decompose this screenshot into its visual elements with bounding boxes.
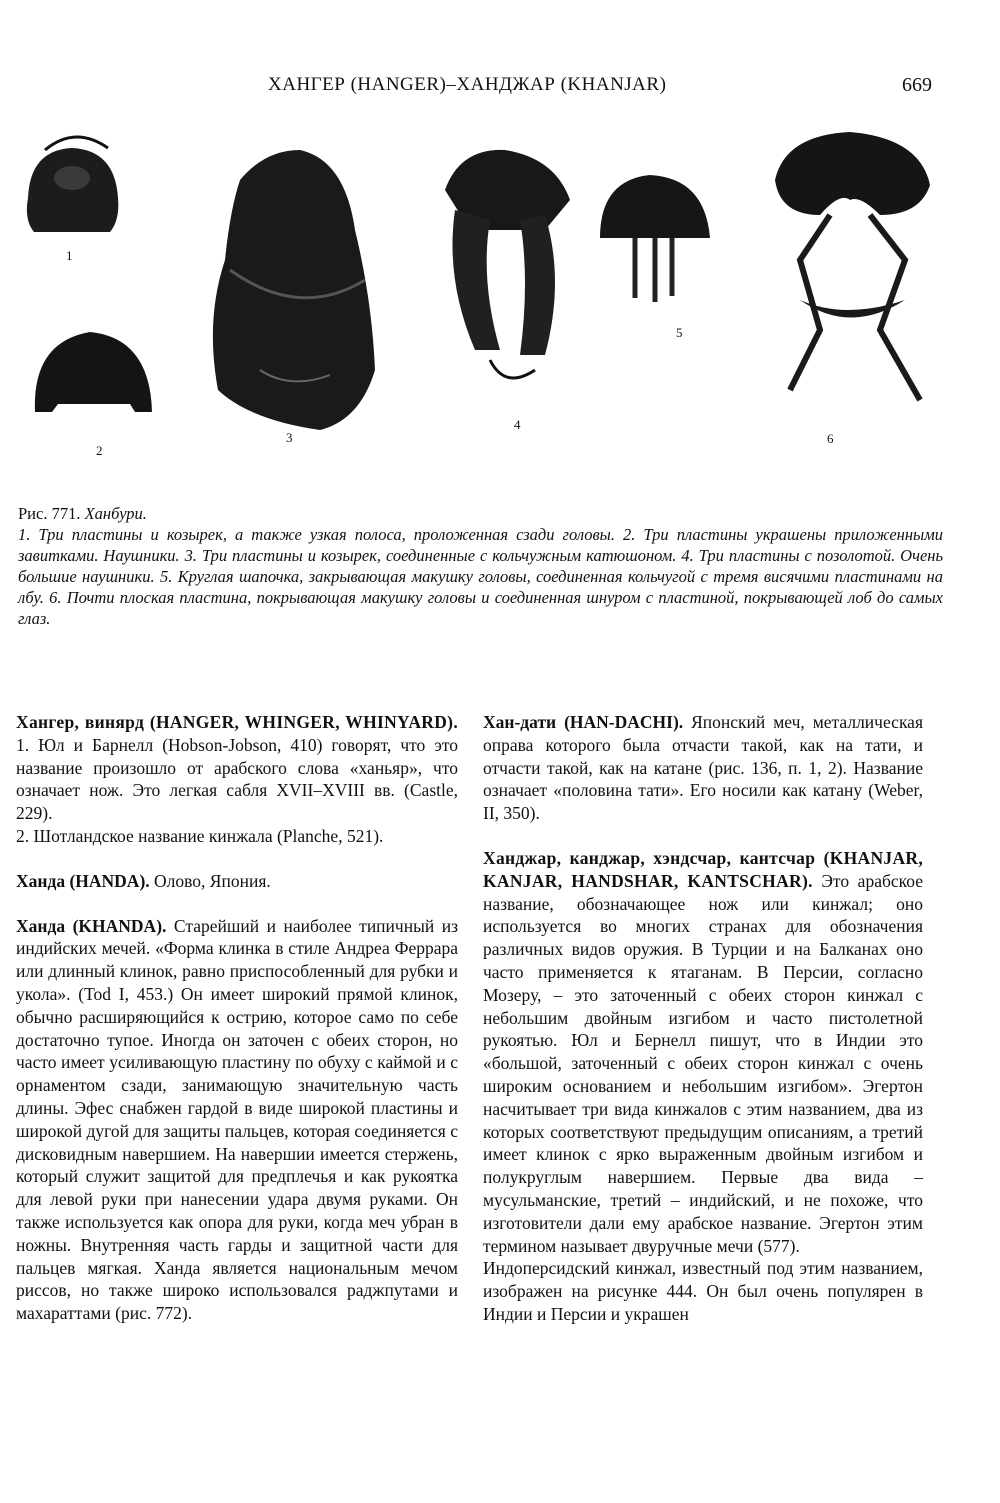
page-number: 669 (902, 74, 932, 96)
entry-hanger (16, 711, 458, 825)
helmet-3-image (213, 150, 375, 430)
helmet-1-image (27, 137, 118, 232)
helmet-6-image (775, 132, 930, 400)
caption-title: Ханбури. (84, 504, 147, 523)
left-column (16, 711, 458, 1325)
entry-term: Ханда (KHANDA). (16, 915, 167, 936)
helmet-5-image (600, 175, 710, 302)
entry-hanger-part2: 2. Шотландское название кинжала (Planche, 521). (16, 825, 384, 846)
entry-handachi (483, 711, 923, 825)
entry-khanjar-part2: Индоперсидский кинжал, известный под этим названием, изображен на рисунке 444. Он был очень популярен в Индии и Персии и украшен (483, 1258, 923, 1324)
figure-label-4: 4 (514, 417, 521, 432)
entry-term: Хангер, винярд (HANGER, WHINGER, WHINYARD). (16, 712, 458, 732)
figure-label-3: 3 (286, 430, 293, 445)
running-title: ХАНГЕР (HANGER)–ХАНДЖАР (KHANJAR) (268, 74, 667, 95)
entry-text: Японский меч, металлическая оправа которого была отчасти такой, как на тати, и отчасти такой, как на катане (рис. 136, п. 1, 2). Название означает «половина тати». Его носили как катану (Weber, II, 350). (483, 712, 923, 824)
entry-text: Старейший и наиболее типичный из индийских мечей. «Форма клинка в стиле Андреа Феррара или длинный клинок, равно приспособленный для рубки и укола». (Tod I, 453.) Он имеет широкий прямой клинок, обычно расширяющийся к острию, которое само по себе достаточно тупое. Иногда он заточен с обеих сторон, но часто имеет усиливающую пластину по обуху с каймой и с орнаментом сзади, занимающую значительную часть длины. Эфес снабжен гардой в виде широкой пластины и широкой дугой для защиты пальцев, которая соединяется с дисковидным навершием. На навершии имеется стержень, который служит защитой для предплечья и как рукоятка для левой руки при нанесении удара двумя руками. Он также используется как опора для руки, когда меч убран в ножны. Внутренняя часть гарды и защитной части для пальцев мягкая. Ханда является национальным мечом риссов, но также широко использовался раджпутами и махараттами (рис. 772). (16, 915, 458, 1324)
caption-prefix: Рис. 771. (18, 504, 85, 523)
entry-text: Олово, Япония. (149, 870, 271, 891)
figure-771 (0, 120, 1000, 500)
page-header (0, 74, 1000, 104)
entry-text: 1. Юл и Барнелл (Hobson-Jobson, 410) говорят, что это название произошло от арабского слова «ханьяр», что означает нож. Это легкая сабля XVII–XVIII вв. (Castle, 229). (16, 734, 458, 824)
entry-khanjar (483, 847, 923, 1257)
entry-term: Хан-дати (HAN-DACHI). (483, 712, 684, 732)
caption-title-line (18, 503, 943, 524)
figure-label-2: 2 (96, 443, 103, 458)
caption-body: 1. Три пластины и козырек, а также узкая полоса, проложенная сзади головы. 2. Три пластины украшены приложенными завитками. Наушники. 3. Три пластины и козырек, соединенные с кольчужным катюшоном. 4. Три пластины с позолотой. Очень большие наушники. 5. Круглая шапочка, закрывающая макушку головы, соединенная кольчугой с тремя висячими пластинами на лбу. 6. Почти плоская пластина, покрывающая макушку головы и соединенная шнуром с пластиной, покрывающей лоб до самых глаз. (18, 525, 943, 628)
figure-caption (18, 503, 943, 629)
entry-term: Ханда (HANDA). (16, 870, 150, 891)
figure-label-5: 5 (676, 325, 683, 340)
entry-term: Ханджар, канджар, хэндсчар, кантсчар (KHANJAR, KANJAR, HANDSHAR, KANTSCHAR). (483, 847, 923, 891)
entry-text: Это арабское название, обозначающее нож или кинжал; оно используется во многих странах для обозначения различных видов оружия. В Турции и на Балканах оно часто применяется к ятаганам. В Персии, согласно Мозеру, – это заточенный с обеих сторон кинжал с небольшим двойным изгибом и часто пистолетной рукоятью. Юл и Бернелл пишут, что в Индии это «большой, заточенный с обеих сторон кинжал с очень широким основанием и небольшим изгибом». Эгертон насчитывает три вида кинжалов с этим названием, два из которых соответствуют предыдущим описаниям, а третий имеет клинок с ярко выраженным двойным изгибом и полукруглым навершием. Первые два вида – мусульманские, третий – индийский, и не похоже, что изготовители дали ему арабское название. Эгертон этим термином называет двуручные мечи (577). (483, 870, 923, 1256)
figure-label-6: 6 (827, 431, 834, 446)
helmet-4-image (445, 150, 570, 378)
entry-handa (16, 870, 458, 893)
right-column (483, 711, 923, 1326)
helmets-illustration (0, 120, 1000, 500)
entry-khanda (16, 915, 458, 1325)
figure-label-1: 1 (66, 248, 73, 263)
helmet-2-image (35, 332, 152, 412)
